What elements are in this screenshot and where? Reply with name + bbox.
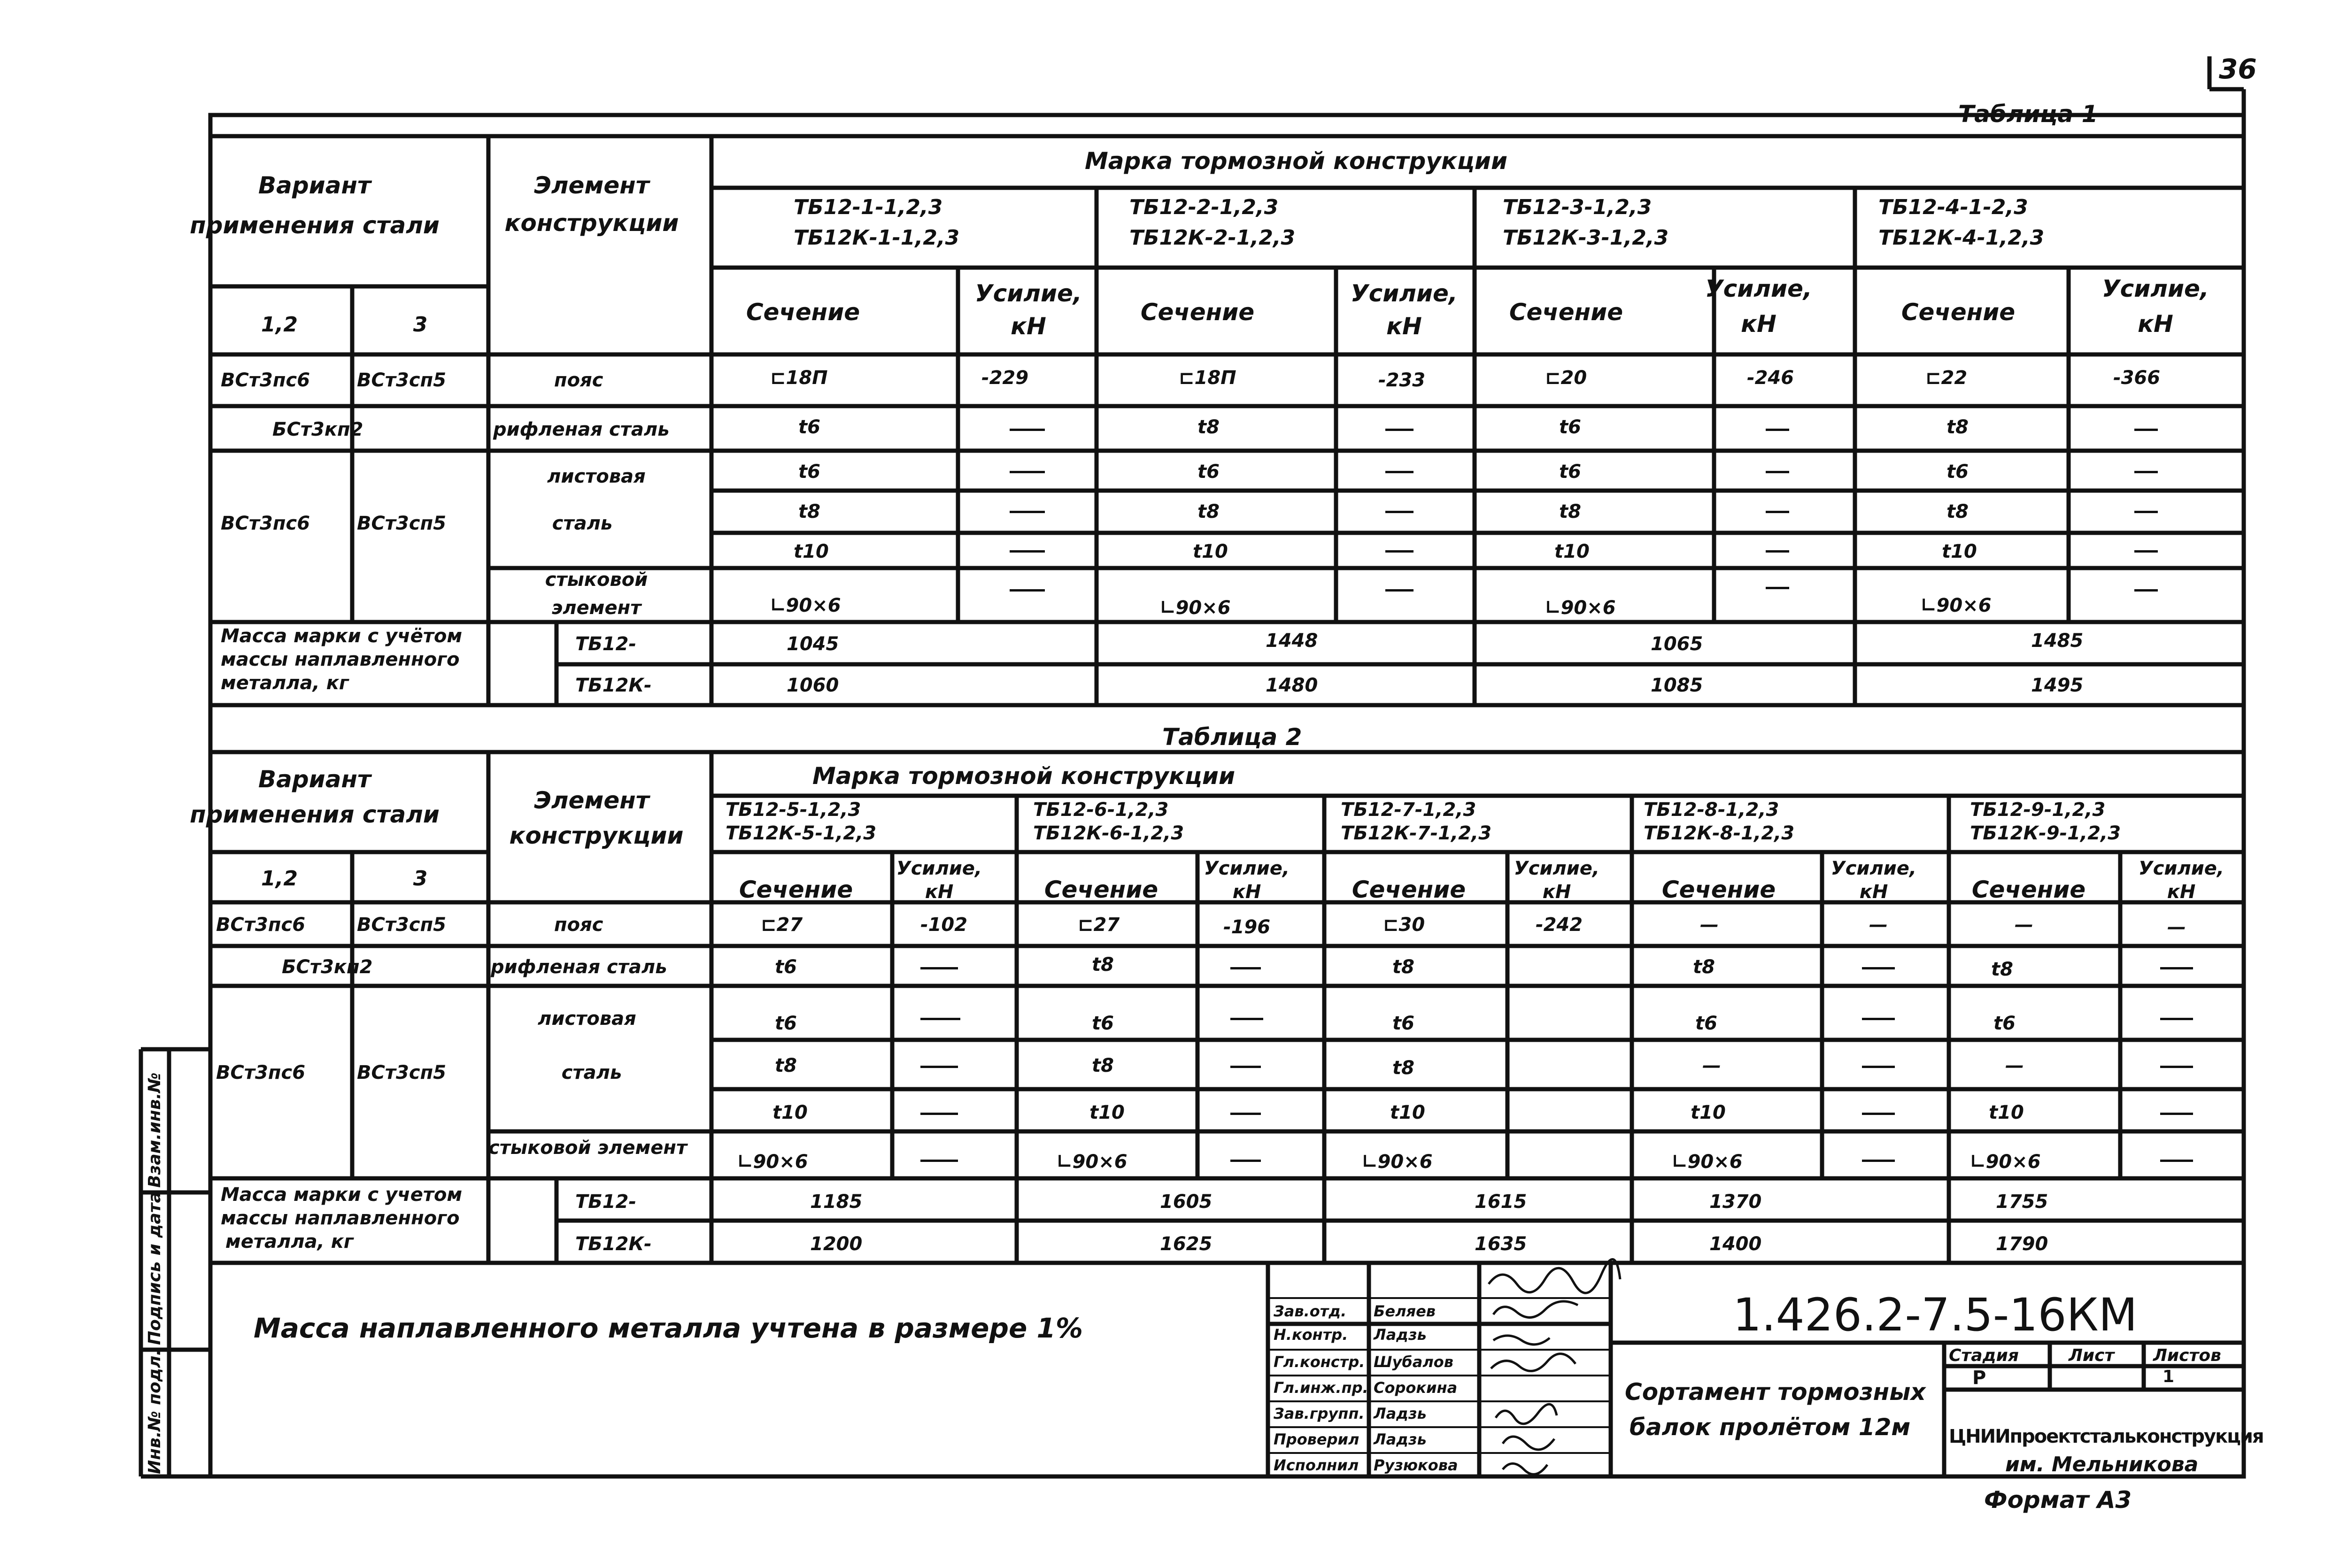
side-stamp-inv-podl: Инв.№ подл. — [145, 1349, 164, 1474]
t2-mass2-5: 1790 — [1996, 1233, 2048, 1255]
t1-joint-sec-1: ∟90×6 — [770, 595, 841, 616]
t2-sheet-sec1-3: t6 — [1392, 1013, 1414, 1034]
t1-poyas-sec-1: ⊏18П — [770, 367, 828, 389]
t2-rifl-sec-2: t8 — [1092, 954, 1114, 976]
t1-rifl-element: рифленая сталь — [493, 419, 670, 440]
t2-mass-label-3: металла, кг — [225, 1231, 354, 1253]
t1-poyas-steel3: ВСт3сп5 — [357, 369, 447, 391]
t2-dash — [1230, 967, 1261, 969]
t2-force-label-5a: Усилие, — [2138, 858, 2224, 879]
t1-mark-1b: ТБ12К-1-1,2,3 — [794, 226, 960, 250]
t1-joint-sec-2: ∟90×6 — [1160, 597, 1231, 619]
t2-sheet-sec3-2: t10 — [1089, 1102, 1125, 1123]
t2-mark-1b: ТБ12К-5-1,2,3 — [726, 822, 877, 844]
t2-sheet-sec1-2: t6 — [1092, 1013, 1114, 1034]
t2-force-label-4a: Усилие, — [1831, 858, 1917, 879]
t1-mass-label-2: массы наплавленного — [221, 649, 460, 670]
t2-poyas-sec-2: ⊏27 — [1078, 914, 1120, 936]
stamp-name-5: Ладзь — [1374, 1405, 1427, 1422]
t1-mark-4b: ТБ12К-4-1,2,3 — [1878, 226, 2045, 250]
t2-sec-label-4: Сечение — [1661, 876, 1776, 903]
t1-sheet-sec2-1: t8 — [798, 501, 820, 523]
t1-mass1-2: 1448 — [1266, 630, 1318, 652]
t2-dash — [920, 1160, 958, 1162]
t2-mark-3b: ТБ12К-7-1,2,3 — [1341, 822, 1492, 844]
stamp-name-1: Беляев — [1374, 1302, 1436, 1320]
t1-mass2-1: 1060 — [787, 675, 839, 696]
t2-poyas-force-4: — — [1869, 914, 1888, 936]
t1-mass-label-1: Масса марки с учётом — [221, 625, 463, 647]
t2-force-label-2b: кН — [1232, 881, 1261, 903]
stamp-sheets-value: 1 — [2163, 1367, 2175, 1386]
t2-joint-element: стыковой элемент — [488, 1137, 687, 1159]
t1-mark-2b: ТБ12К-2-1,2,3 — [1129, 226, 1296, 250]
t1-hdr-element-2: конструкции — [504, 209, 679, 237]
t1-sec-label-3: Сечение — [1509, 299, 1623, 326]
t1-dash — [2134, 429, 2158, 431]
t2-sheet-steel3: ВСт3сп5 — [357, 1062, 447, 1084]
t1-poyas-element: пояс — [554, 369, 603, 391]
t2-hdr-mark: Марка тормозной конструкции — [812, 762, 1235, 790]
t2-rifl-sec-1: t6 — [775, 956, 797, 978]
t1-poyas-sec-4: ⊏22 — [1925, 367, 1968, 389]
stamp-role-5: Зав.групп. — [1274, 1405, 1365, 1422]
t1-force-label-2a: Усилие, — [1351, 280, 1458, 307]
t2-poyas-force-3: -242 — [1536, 914, 1583, 936]
t2-poyas-sec-1: ⊏27 — [761, 914, 803, 936]
t1-force-label-3b: кН — [1741, 310, 1776, 338]
t1-force-label-1a: Усилие, — [975, 280, 1082, 307]
t1-sheet-element-2: сталь — [552, 513, 613, 534]
t2-poyas-force-5: — — [2167, 916, 2186, 938]
t2-force-label-1b: кН — [925, 881, 954, 903]
t2-poyas-force-2: -196 — [1223, 916, 1271, 938]
t2-force-label-5b: кН — [2167, 881, 2196, 903]
t1-mark-1a: ТБ12-1-1,2,3 — [794, 195, 943, 219]
t1-dash — [1766, 511, 1789, 513]
t1-rifl-sec-1: t6 — [798, 416, 820, 438]
stamp-role-1: Зав.отд. — [1274, 1302, 1347, 1320]
t2-rifl-sec-5: t8 — [1991, 959, 2013, 980]
t2-poyas-sec-3: ⊏30 — [1383, 914, 1425, 936]
t1-sheet-sec1-1: t6 — [798, 461, 820, 483]
t1-sheet-sec3-3: t10 — [1554, 541, 1590, 562]
t1-dash — [2134, 550, 2158, 553]
t1-force-label-1b: кН — [1011, 313, 1046, 340]
t1-dash — [2134, 511, 2158, 513]
t1-sheet-sec3-4: t10 — [1942, 541, 1977, 562]
t2-sheet-sec3-3: t10 — [1390, 1102, 1425, 1123]
t2-sheet-steel12: ВСт3пс6 — [216, 1062, 306, 1084]
t1-dash — [1385, 550, 1413, 553]
t2-force-label-4b: кН — [1859, 881, 1888, 903]
t2-mass1-1: 1185 — [810, 1191, 863, 1213]
t2-mass-tb12: ТБ12- — [575, 1191, 637, 1213]
t1-sheet-steel12: ВСт3пс6 — [221, 513, 310, 534]
t2-sheet-sec2-2: t8 — [1092, 1055, 1114, 1076]
t2-poyas-element: пояс — [554, 914, 603, 936]
t2-sheet-sec3-5: t10 — [1989, 1102, 2024, 1123]
t2-joint-sec-5: ∟90×6 — [1970, 1151, 2041, 1173]
t1-rifl-steel: БСт3кп2 — [272, 419, 363, 440]
organization-subname: им. Мельникова — [2005, 1453, 2199, 1476]
table2-title: Таблица 2 — [1162, 723, 1302, 751]
t1-joint-sec-4: ∟90×6 — [1921, 595, 1992, 616]
stamp-role-6: Проверил — [1274, 1430, 1359, 1448]
t1-col-12: 1,2 — [261, 313, 298, 337]
t2-mass1-3: 1615 — [1475, 1191, 1527, 1213]
t2-dash — [920, 967, 958, 969]
t1-joint-sec-3: ∟90×6 — [1545, 597, 1616, 619]
t2-mass1-4: 1370 — [1709, 1191, 1762, 1213]
t2-poyas-steel3: ВСт3сп5 — [357, 914, 447, 936]
t2-joint-sec-3: ∟90×6 — [1362, 1151, 1433, 1173]
t2-force-label-3a: Усилие, — [1514, 858, 1600, 879]
t1-poyas-force-3: -246 — [1747, 367, 1794, 389]
t2-sec-label-1: Сечение — [739, 876, 853, 903]
t1-hdr-mark: Марка тормозной конструкции — [1085, 147, 1507, 175]
t2-dash — [2160, 1160, 2193, 1162]
t2-mass-label-2: массы наплавленного — [221, 1207, 460, 1229]
t2-dash — [1862, 1160, 1895, 1162]
t1-force-label-2b: кН — [1386, 313, 1422, 340]
t2-sheet-element-2: сталь — [561, 1062, 622, 1084]
stamp-hdr-sheet: Лист — [2069, 1346, 2115, 1365]
t1-dash — [1010, 550, 1045, 553]
t1-dash — [1010, 511, 1045, 513]
t1-hdr-variant-1: Вариант — [258, 172, 371, 199]
t1-mass2-4: 1495 — [2031, 675, 2084, 696]
t2-sheet-sec1-4: t6 — [1695, 1013, 1717, 1034]
t1-dash — [1010, 471, 1045, 473]
t2-joint-sec-2: ∟90×6 — [1057, 1151, 1128, 1173]
t2-sheet-sec2-4: — — [1702, 1055, 1721, 1076]
t2-mass2-2: 1625 — [1160, 1233, 1213, 1255]
page-number: 36 — [2219, 53, 2257, 85]
t1-dash — [1385, 589, 1413, 592]
t2-dash — [1862, 967, 1895, 969]
t1-sheet-sec2-4: t8 — [1946, 501, 1969, 523]
t1-sheet-sec1-3: t6 — [1559, 461, 1581, 483]
t1-dash — [2134, 589, 2158, 592]
stamp-name-6: Ладзь — [1374, 1430, 1427, 1448]
t1-sec-label-1: Сечение — [746, 299, 860, 326]
t1-dash — [1385, 471, 1413, 473]
t2-mass-label-1: Масса марки с учетом — [221, 1184, 463, 1206]
t2-dash — [2160, 1066, 2193, 1068]
t2-mass2-4: 1400 — [1709, 1233, 1762, 1255]
t2-rifl-sec-4: t8 — [1693, 956, 1715, 978]
t1-rifl-sec-4: t8 — [1946, 416, 1969, 438]
t2-force-label-2a: Усилие, — [1204, 858, 1290, 879]
t2-sheet-sec3-4: t10 — [1691, 1102, 1726, 1123]
t1-joint-element-2: элемент — [551, 597, 641, 619]
t1-poyas-sec-2: ⊏18П — [1179, 367, 1236, 389]
t1-dash — [1010, 589, 1045, 592]
side-stamp-vzam-inv: Взам.инв.№ — [145, 1072, 164, 1188]
t2-dash — [2160, 1018, 2193, 1020]
t2-mass1-5: 1755 — [1996, 1191, 2048, 1213]
t1-hdr-variant-2: применения стали — [190, 212, 440, 239]
t1-joint-element-1: стыковой — [545, 569, 648, 591]
t2-mass2-3: 1635 — [1475, 1233, 1527, 1255]
stamp-role-3: Гл.констр. — [1274, 1353, 1365, 1371]
t2-sec-label-2: Сечение — [1044, 876, 1159, 903]
t2-mark-5b: ТБ12К-9-1,2,3 — [1970, 822, 2121, 844]
t2-col-12: 1,2 — [261, 867, 298, 891]
t1-mass-tb12k: ТБ12К- — [575, 675, 652, 696]
t1-dash — [1766, 587, 1789, 589]
t2-sheet-element-1: листовая — [538, 1008, 636, 1030]
t2-dash — [1230, 1066, 1261, 1068]
t2-poyas-sec-5: — — [2015, 914, 2033, 936]
stamp-role-2: Н.контр. — [1274, 1326, 1348, 1344]
t2-sheet-sec2-1: t8 — [775, 1055, 797, 1076]
stamp-name-4: Сорокина — [1374, 1379, 1458, 1397]
t2-dash — [2160, 1113, 2193, 1115]
t2-sheet-sec2-3: t8 — [1392, 1057, 1414, 1079]
t1-sheet-sec1-4: t6 — [1946, 461, 1969, 483]
t2-sheet-sec1-1: t6 — [775, 1013, 797, 1034]
t2-sheet-sec3-1: t10 — [772, 1102, 808, 1123]
t1-mass2-3: 1085 — [1651, 675, 1703, 696]
t2-dash — [2160, 967, 2193, 969]
sheet-format: Формат А3 — [1984, 1486, 2132, 1514]
t1-sheet-sec1-2: t6 — [1197, 461, 1220, 483]
stamp-name-7: Рузюкова — [1374, 1456, 1458, 1474]
t2-sheet-sec1-5: t6 — [1993, 1013, 2016, 1034]
t2-sec-label-3: Сечение — [1352, 876, 1466, 903]
t2-dash — [1230, 1018, 1263, 1020]
stamp-title-2: балок пролётом 12м — [1630, 1414, 1911, 1441]
t2-dash — [1862, 1066, 1895, 1068]
t1-force-label-3a: Усилие, — [1705, 275, 1812, 302]
stamp-hdr-stage: Стадия — [1949, 1346, 2019, 1365]
t2-force-label-3b: кН — [1542, 881, 1571, 903]
t1-rifl-sec-2: t8 — [1197, 416, 1220, 438]
stamp-name-3: Шубалов — [1374, 1353, 1453, 1371]
t1-dash — [1385, 429, 1413, 431]
t2-mark-2a: ТБ12-6-1,2,3 — [1033, 799, 1169, 821]
t1-mass-label-3: металла, кг — [221, 672, 349, 694]
t2-mark-5a: ТБ12-9-1,2,3 — [1970, 799, 2106, 821]
t1-sec-label-2: Сечение — [1140, 299, 1255, 326]
t1-dash — [1010, 429, 1045, 431]
t2-hdr-variant-1: Вариант — [258, 766, 371, 793]
t2-rifl-steel: БСт3кп2 — [282, 956, 373, 978]
t1-poyas-sec-3: ⊏20 — [1545, 367, 1587, 389]
side-stamp-signature-date: Подпись и дата — [145, 1191, 164, 1345]
t2-mass2-1: 1200 — [810, 1233, 863, 1255]
t2-poyas-sec-4: — — [1700, 914, 1719, 936]
mass-note: Масса наплавленного металла учтена в размере 1% — [254, 1312, 1083, 1344]
t2-mark-2b: ТБ12К-6-1,2,3 — [1033, 822, 1184, 844]
stamp-role-7: Исполнил — [1274, 1456, 1359, 1474]
t2-force-label-1a: Усилие, — [896, 858, 982, 879]
t2-dash — [1230, 1113, 1261, 1115]
t2-hdr-variant-2: применения стали — [190, 801, 440, 828]
stamp-stage-value: Р — [1972, 1367, 1986, 1389]
t2-mark-1a: ТБ12-5-1,2,3 — [726, 799, 861, 821]
t2-poyas-steel12: ВСт3пс6 — [216, 914, 306, 936]
t1-mass2-2: 1480 — [1266, 675, 1318, 696]
t1-mass1-1: 1045 — [787, 633, 839, 655]
t1-mass1-3: 1065 — [1651, 633, 1703, 655]
t1-poyas-force-2: -233 — [1378, 369, 1426, 391]
t1-mark-2a: ТБ12-2-1,2,3 — [1129, 195, 1279, 219]
t2-poyas-force-1: -102 — [920, 914, 968, 936]
t1-force-label-4b: кН — [2138, 310, 2173, 338]
t2-hdr-element-1: Элемент — [534, 787, 649, 814]
organization-name: ЦНИИпроектстальконструкция — [1949, 1426, 2263, 1447]
t1-dash — [2134, 471, 2158, 473]
t2-dash — [1230, 1160, 1261, 1162]
t1-sheet-sec2-2: t8 — [1197, 501, 1220, 523]
t1-sec-label-4: Сечение — [1901, 299, 2016, 326]
t2-joint-sec-4: ∟90×6 — [1672, 1151, 1743, 1173]
t2-mark-4a: ТБ12-8-1,2,3 — [1644, 799, 1779, 821]
t1-rifl-sec-3: t6 — [1559, 416, 1581, 438]
t1-force-label-4a: Усилие, — [2102, 275, 2209, 302]
t1-sheet-steel3: ВСт3сп5 — [357, 513, 447, 534]
t1-sheet-sec3-2: t10 — [1193, 541, 1228, 562]
t2-dash — [920, 1066, 958, 1068]
t2-mark-3a: ТБ12-7-1,2,3 — [1341, 799, 1476, 821]
t2-dash — [1862, 1018, 1895, 1020]
t1-dash — [1766, 429, 1789, 431]
t1-mark-3a: ТБ12-3-1,2,3 — [1503, 195, 1652, 219]
t1-mark-3b: ТБ12К-3-1,2,3 — [1503, 226, 1669, 250]
t1-poyas-force-1: -229 — [981, 367, 1029, 389]
t1-sheet-element-1: листовая — [547, 466, 646, 487]
t2-dash — [920, 1113, 958, 1115]
t1-dash — [1385, 511, 1413, 513]
t2-sec-label-5: Сечение — [1971, 876, 2086, 903]
t2-mass1-2: 1605 — [1160, 1191, 1213, 1213]
t1-mass1-4: 1485 — [2031, 630, 2084, 652]
t2-sheet-sec2-5: — — [2005, 1055, 2024, 1076]
t1-sheet-sec3-1: t10 — [794, 541, 829, 562]
t1-hdr-element-1: Элемент — [534, 172, 649, 199]
t1-dash — [1766, 550, 1789, 553]
t2-rifl-element: рифленая сталь — [491, 956, 667, 978]
t2-mass-tb12k: ТБ12К- — [575, 1233, 652, 1255]
document-code: 1.426.2-7.5-16КМ — [1733, 1289, 2138, 1341]
t1-mark-4a: ТБ12-4-1-2,3 — [1878, 195, 2028, 219]
t1-dash — [1766, 471, 1789, 473]
t2-col-3: 3 — [413, 867, 428, 891]
t2-joint-sec-1: ∟90×6 — [737, 1151, 808, 1173]
stamp-hdr-sheets: Листов — [2153, 1346, 2221, 1365]
t2-dash — [1862, 1113, 1895, 1115]
stamp-role-4: Гл.инж.пр. — [1274, 1379, 1368, 1397]
t2-dash — [920, 1018, 960, 1020]
t1-sheet-sec2-3: t8 — [1559, 501, 1581, 523]
stamp-name-2: Ладзь — [1374, 1326, 1427, 1344]
t2-mark-4b: ТБ12К-8-1,2,3 — [1644, 822, 1795, 844]
t1-mass-tb12: ТБ12- — [575, 633, 637, 655]
stamp-title-1: Сортамент тормозных — [1625, 1378, 1926, 1406]
t2-hdr-element-2: конструкции — [509, 822, 684, 849]
t2-rifl-sec-3: t8 — [1392, 956, 1414, 978]
table1-title: Таблица 1 — [1958, 100, 2098, 128]
t1-poyas-force-4: -366 — [2113, 367, 2161, 389]
t1-poyas-steel12: ВСт3пс6 — [221, 369, 310, 391]
t1-col-3: 3 — [413, 313, 428, 337]
